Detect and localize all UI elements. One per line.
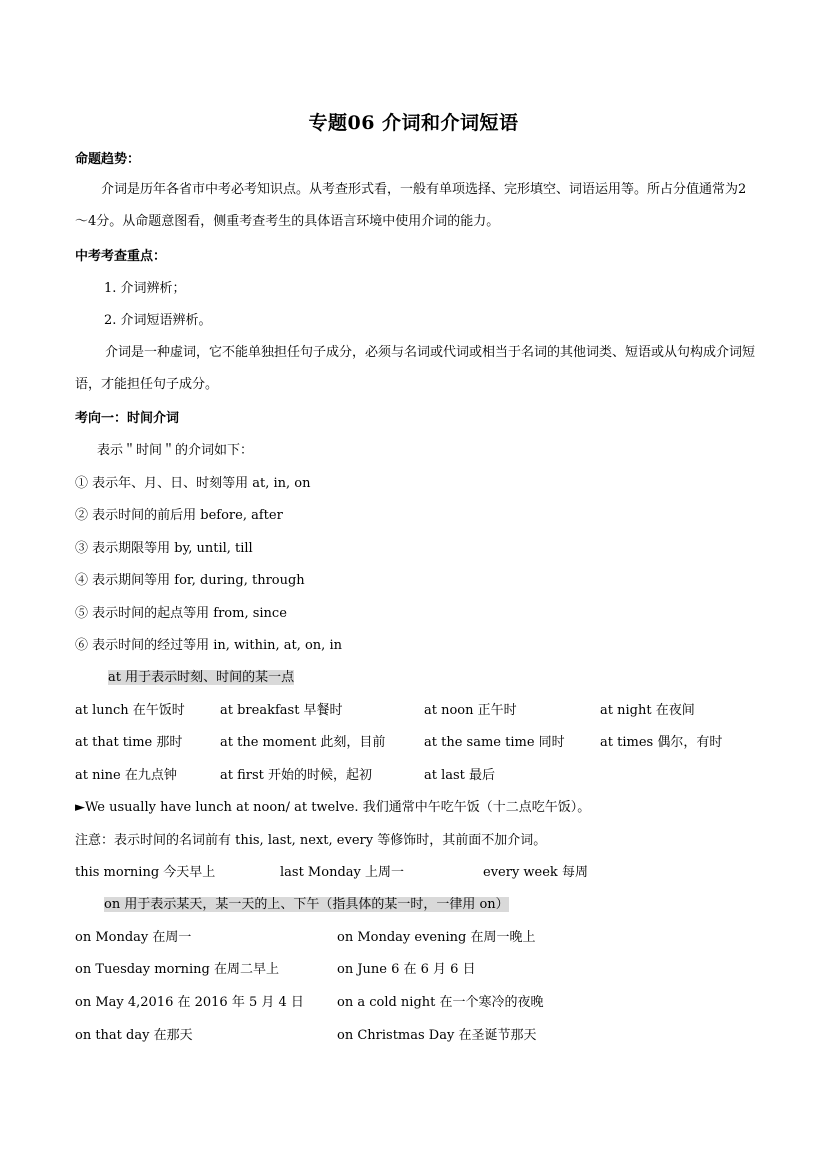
at-phrase: at the moment 此刻，目前 [220, 735, 386, 750]
on-phrase: on Monday 在周一 [75, 930, 192, 945]
trend-paragraph: 介词是历年各省市中考必考知识点。从考查形式看，一般有单项选择、完形填空、词语运用等。所占分值通常为2～4分。从命题意图看，侧重考查考生的具体语言环境中使用介词的能力。 [75, 182, 747, 229]
trend-heading: 命题趋势： [75, 152, 141, 167]
at-phrase: at first 开始的时候，起初 [220, 768, 373, 783]
time-list-item-3: ③ 表示期限等用 by, until, till [75, 541, 253, 556]
time-list-item-5: ⑤ 表示时间的起点等用 from, since [75, 606, 287, 621]
no-preposition-phrase: every week 每周 [483, 865, 588, 880]
on-phrase: on a cold night 在一个寒冷的夜晚 [337, 995, 544, 1010]
focus-paragraph: 介词是一种虚词，它不能单独担任句子成分，必须与名词或代词或相当于名词的其他词类、短语或从句构成介词短语，才能担任句子成分。 [75, 345, 756, 392]
time-list-item-4: ④ 表示期间等用 for, during, through [75, 573, 305, 588]
at-phrase: at night 在夜间 [600, 703, 695, 718]
no-preposition-phrase: last Monday 上周一 [280, 865, 404, 880]
at-usage-note: at 用于表示时刻、时间的某一点 [108, 670, 295, 685]
on-phrase: on May 4,2016 在 2016 年 5 月 4 日 [75, 995, 304, 1010]
section1-intro: 表示＂时间＂的介词如下： [97, 443, 254, 458]
at-phrase: at noon 正午时 [424, 703, 517, 718]
at-phrase: at that time 那时 [75, 735, 183, 750]
at-phrase: at lunch 在午饭时 [75, 703, 185, 718]
on-phrase: on Monday evening 在周一晚上 [337, 930, 536, 945]
at-phrase: at breakfast 早餐时 [220, 703, 343, 718]
section1-heading: 考向一：时间介词 [75, 411, 180, 426]
on-phrase: on that day 在那天 [75, 1028, 193, 1043]
focus-item-1: 1. 介词辨析； [104, 281, 186, 296]
example-sentence: ►We usually have lunch at noon/ at twelve. 我们通常中午吃午饭（十二点吃午饭）。 [75, 800, 591, 815]
no-preposition-phrase: this morning 今天早上 [75, 865, 216, 880]
at-phrase: at last 最后 [424, 768, 496, 783]
page-title: 专题06 介词和介词短语 [308, 112, 519, 134]
at-phrase: at nine 在九点钟 [75, 768, 177, 783]
on-phrase: on Tuesday morning 在周二早上 [75, 962, 280, 977]
time-list-item-6: ⑥ 表示时间的经过等用 in, within, at, on, in [75, 638, 342, 653]
notice-text: 注意：表示时间的名词前有 this, last, next, every 等修饰时，其前面不加介词。 [75, 833, 547, 848]
at-phrase: at the same time 同时 [424, 735, 565, 750]
focus-heading: 中考考查重点： [75, 249, 167, 264]
on-phrase: on June 6 在 6 月 6 日 [337, 962, 476, 977]
time-list-item-2: ② 表示时间的前后用 before, after [75, 508, 283, 523]
at-phrase: at times 偶尔，有时 [600, 735, 723, 750]
focus-item-2: 2. 介词短语辨析。 [104, 313, 212, 328]
time-list-item-1: ① 表示年、月、日、时刻等用 at, in, on [75, 476, 311, 491]
on-phrase: on Christmas Day 在圣诞节那天 [337, 1028, 537, 1043]
on-usage-note: on 用于表示某天，某一天的上、下午（指具体的某一时，一律用 on） [104, 897, 509, 912]
